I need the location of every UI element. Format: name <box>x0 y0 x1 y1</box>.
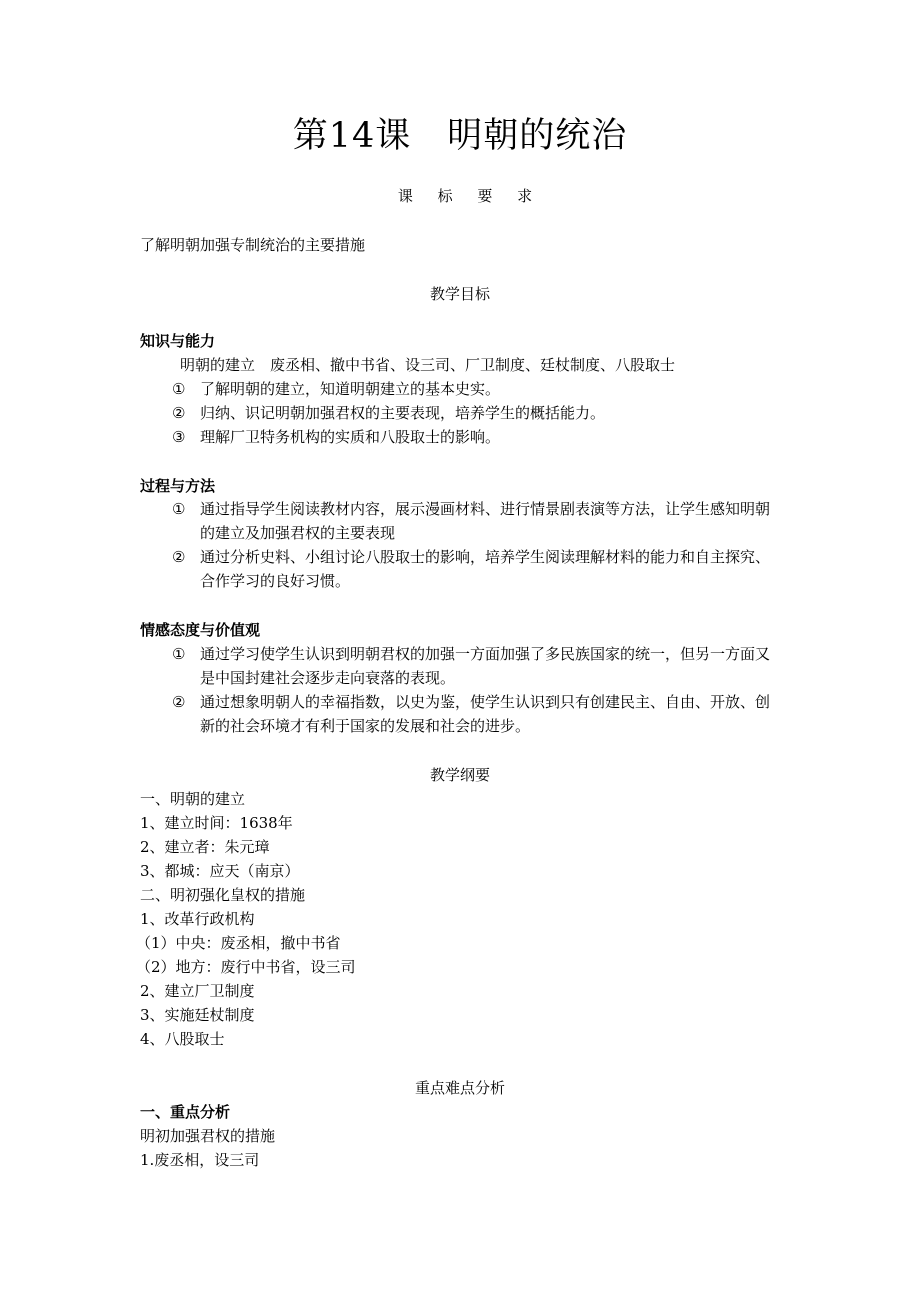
item-text: 理解厂卫特务机构的实质和八股取士的影响。 <box>200 428 501 446</box>
knowledge-heading: 知识与能力 <box>140 332 216 350</box>
item-number: ② <box>172 404 186 422</box>
item-number: ① <box>172 500 186 518</box>
analysis-line: 明初加强君权的措施 <box>140 1127 276 1145</box>
process-heading: 过程与方法 <box>140 477 216 495</box>
item-number: ① <box>172 645 186 663</box>
outline-line: 二、明初强化皇权的措施 <box>140 886 306 904</box>
key-points-heading: 重点难点分析 <box>414 1079 505 1097</box>
knowledge-intro: 明朝的建立 废丞相、撤中书省、设三司、厂卫制度、廷杖制度、八股取士 <box>180 356 676 374</box>
outline-line: 2、建立厂卫制度 <box>140 982 255 1000</box>
item-number: ② <box>172 548 186 566</box>
item-number: ③ <box>172 428 186 446</box>
item-text: 了解明朝的建立，知道明朝建立的基本史实。 <box>200 380 501 398</box>
process-item <box>172 545 784 593</box>
objectives-heading: 教学目标 <box>429 285 490 303</box>
item-text: 通过分析史料、小组讨论八股取士的影响，培养学生阅读理解材料的能力和自主探究、合作学习的良好习惯。 <box>200 548 771 590</box>
outline-heading: 教学纲要 <box>429 766 490 784</box>
values-item <box>172 642 784 690</box>
item-number: ② <box>172 693 186 711</box>
outline-line: 1、建立时间：1638年 <box>140 814 293 832</box>
process-item <box>172 497 784 545</box>
knowledge-item <box>172 401 784 425</box>
outline-line: 3、实施廷杖制度 <box>140 1006 255 1024</box>
item-text: 通过想象明朝人的幸福指数，以史为鉴，使学生认识到只有创建民主、自由、开放、创新的社会环境才有利于国家的发展和社会的进步。 <box>200 693 771 735</box>
outline-line: 4、八股取士 <box>140 1030 225 1048</box>
page-title: 第14课 明朝的统治 <box>292 116 628 156</box>
knowledge-item <box>172 377 784 401</box>
analysis-line: 1.废丞相，设三司 <box>140 1151 260 1169</box>
values-item <box>172 690 784 738</box>
outline-line: （2）地方：废行中书省，设三司 <box>136 958 356 976</box>
outline-line: 1、改革行政机构 <box>140 910 255 928</box>
outline-line: 2、建立者：朱元璋 <box>140 838 270 856</box>
analysis-heading: 一、重点分析 <box>140 1103 231 1121</box>
values-heading: 情感态度与价值观 <box>140 621 261 639</box>
item-text: 通过指导学生阅读教材内容，展示漫画材料、进行情景剧表演等方法，让学生感知明朝的建立及加强君权的主要表现 <box>200 500 771 542</box>
standards-text: 了解明朝加强专制统治的主要措施 <box>140 236 366 254</box>
standards-heading: 课 标 要 求 <box>397 187 543 205</box>
item-text: 通过学习使学生认识到明朝君权的加强一方面加强了多民族国家的统一，但另一方面又是中国封建社会逐步走向衰落的表现。 <box>200 645 771 687</box>
item-number: ① <box>172 380 186 398</box>
outline-line: （1）中央：废丞相，撤中书省 <box>136 934 341 952</box>
knowledge-item <box>172 425 784 449</box>
item-text: 归纳、识记明朝加强君权的主要表现，培养学生的概括能力。 <box>200 404 606 422</box>
outline-line: 一、明朝的建立 <box>140 790 246 808</box>
outline-line: 3、都城：应天（南京） <box>140 862 300 880</box>
